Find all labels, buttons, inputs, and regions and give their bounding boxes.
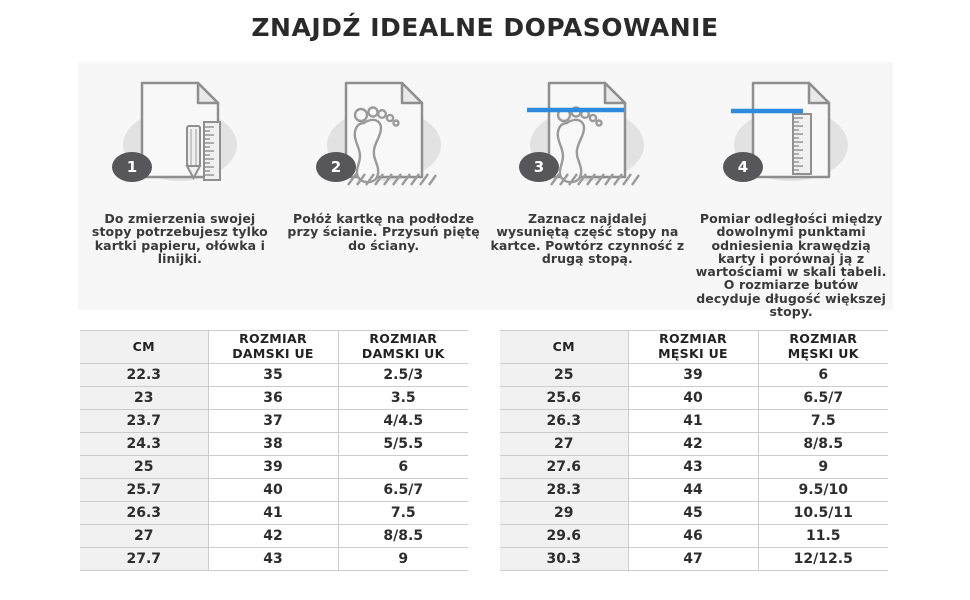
table-cell: 9 — [758, 456, 888, 479]
table-cell: 37 — [208, 410, 338, 433]
step-caption: Pomiar odległości między dowolnymi punktami odniesienia krawędzią karty i porównaj ją z wartościami w skali tabeli. O rozmiarze butów decyduje długość większej stopy. — [695, 211, 887, 319]
size-tables — [80, 330, 888, 571]
column-header: ROZMIAR DAMSKI UK — [338, 331, 468, 364]
table-cell: 42 — [628, 433, 758, 456]
table-row — [80, 364, 468, 387]
step-4 — [689, 62, 893, 319]
step-number-badge — [316, 152, 356, 182]
step-caption: Do zmierzenia swojej stopy potrzebujesz tylko kartki papieru, ołówka i linijki. — [91, 211, 268, 266]
table-cell: 42 — [208, 525, 338, 548]
table-cell: 25.6 — [500, 387, 628, 410]
table-row — [500, 410, 888, 433]
table-row — [500, 433, 888, 456]
table-cell: 39 — [628, 364, 758, 387]
step-number-badge — [519, 152, 559, 182]
steps-panel — [78, 62, 893, 319]
table-cell: 10.5/11 — [758, 502, 888, 525]
table-row — [80, 433, 468, 456]
table-cell: 27.6 — [500, 456, 628, 479]
men-size-table — [500, 330, 888, 571]
table-cell: 11.5 — [758, 525, 888, 548]
table-cell: 9 — [338, 548, 468, 571]
table-cell: 36 — [208, 387, 338, 410]
table-cell: 6 — [758, 364, 888, 387]
svg-text:3: 3 — [534, 158, 545, 176]
table-row — [500, 456, 888, 479]
step-number-badge — [112, 152, 152, 182]
table-row — [500, 525, 888, 548]
table-cell: 41 — [208, 502, 338, 525]
svg-text:2: 2 — [330, 158, 341, 176]
table-cell: 22.3 — [80, 364, 208, 387]
table-cell: 28.3 — [500, 479, 628, 502]
column-header: ROZMIAR MĘSKI UE — [628, 331, 758, 364]
table-cell: 6 — [338, 456, 468, 479]
table-row — [80, 456, 468, 479]
table-cell: 38 — [208, 433, 338, 456]
table-cell: 9.5/10 — [758, 479, 888, 502]
table-row — [500, 479, 888, 502]
table-cell: 29.6 — [500, 525, 628, 548]
paper-pencil-ruler-icon — [80, 70, 280, 208]
paper-fold — [605, 83, 625, 103]
column-header: ROZMIAR MĘSKI UK — [758, 331, 888, 364]
pencil-icon — [187, 126, 200, 178]
table-cell: 40 — [208, 479, 338, 502]
table-row — [500, 387, 888, 410]
table-cell: 45 — [628, 502, 758, 525]
paper-footprint-marker-line-icon — [487, 70, 687, 208]
ruler-icon — [793, 114, 811, 174]
table-cell: 44 — [628, 479, 758, 502]
column-header: CM — [80, 331, 208, 364]
column-header: ROZMIAR DAMSKI UE — [208, 331, 338, 364]
table-cell: 39 — [208, 456, 338, 479]
table-cell: 3.5 — [338, 387, 468, 410]
page-title: ZNAJDŹ IDEALNE DOPASOWANIE — [251, 13, 719, 42]
paper-footprint-icon — [284, 70, 484, 208]
table-row — [80, 502, 468, 525]
table-cell: 29 — [500, 502, 628, 525]
step-caption: Połóż kartkę na podłodze przy ścianie. Przysuń piętę do ściany. — [287, 211, 480, 253]
svg-text:1: 1 — [126, 158, 138, 176]
table-cell: 23 — [80, 387, 208, 410]
table-cell: 5/5.5 — [338, 433, 468, 456]
table-row — [500, 502, 888, 525]
ruler-icon — [204, 122, 220, 180]
table-cell: 41 — [628, 410, 758, 433]
table-row — [80, 525, 468, 548]
table-cell: 6.5/7 — [758, 387, 888, 410]
table-cell: 23.7 — [80, 410, 208, 433]
table-cell: 40 — [628, 387, 758, 410]
table-cell: 8/8.5 — [758, 433, 888, 456]
table-cell: 25 — [80, 456, 208, 479]
table-cell: 4/4.5 — [338, 410, 468, 433]
step-1 — [78, 62, 282, 310]
paper-ruler-measure-line-icon — [691, 70, 891, 208]
step-2 — [282, 62, 486, 310]
table-cell: 24.3 — [80, 433, 208, 456]
table-cell: 27 — [80, 525, 208, 548]
women-size-table — [80, 330, 468, 571]
paper-fold — [402, 83, 422, 103]
column-header: CM — [500, 331, 628, 364]
step-caption: Zaznacz najdalej wysuniętą część stopy na kartce. Powtórz czynność z drugą stopą. — [490, 211, 685, 266]
table-row — [80, 548, 468, 571]
table-cell: 7.5 — [758, 410, 888, 433]
table-cell: 35 — [208, 364, 338, 387]
table-row — [80, 387, 468, 410]
table-cell: 26.3 — [80, 502, 208, 525]
header-row — [80, 331, 468, 364]
table-cell: 27.7 — [80, 548, 208, 571]
table-cell: 27 — [500, 433, 628, 456]
table-cell: 7.5 — [338, 502, 468, 525]
table-cell: 47 — [628, 548, 758, 571]
table-cell: 8/8.5 — [338, 525, 468, 548]
table-cell: 25 — [500, 364, 628, 387]
table-cell: 26.3 — [500, 410, 628, 433]
table-cell: 12/12.5 — [758, 548, 888, 571]
table-row — [80, 410, 468, 433]
table-cell: 30.3 — [500, 548, 628, 571]
header-row — [500, 331, 888, 364]
table-cell: 6.5/7 — [338, 479, 468, 502]
table-cell: 25.7 — [80, 479, 208, 502]
table-row — [80, 479, 468, 502]
paper-fold — [198, 83, 218, 103]
table-cell: 2.5/3 — [338, 364, 468, 387]
table-cell: 43 — [628, 456, 758, 479]
table-row — [500, 364, 888, 387]
table-cell: 46 — [628, 525, 758, 548]
table-row — [500, 548, 888, 571]
table-cell: 43 — [208, 548, 338, 571]
paper-fold — [809, 83, 829, 103]
svg-text:4: 4 — [737, 158, 749, 176]
step-number-badge — [723, 152, 763, 182]
step-3 — [486, 62, 690, 310]
